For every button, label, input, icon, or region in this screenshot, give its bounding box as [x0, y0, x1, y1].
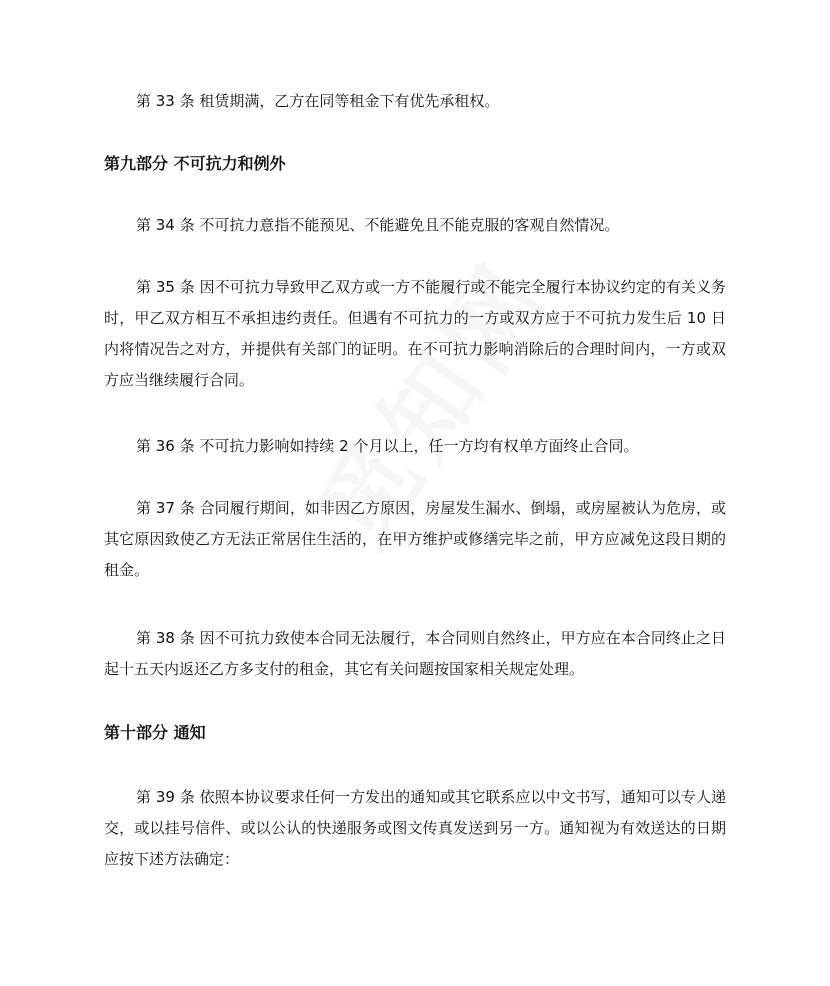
article-37: 第 37 条 合同履行期间，如非因乙方原因，房屋发生漏水、倒塌，或房屋被认为危房，或其它原因致使乙方无法正常居住生活的，在甲方维护或修缮完毕之前，甲方应减免这段日期的租金。 [104, 499, 726, 579]
article-38: 第 38 条 因不可抗力致使本合同无法履行，本合同则自然终止，甲方应在本合同终止之日起十五天内返还乙方多支付的租金，其它有关问题按国家相关规定处理。 [104, 629, 726, 678]
heading-part-9: 第九部分 不可抗力和例外 [104, 154, 286, 173]
article-35: 第 35 条 因不可抗力导致甲乙双方或一方不能履行或不能完全履行本协议约定的有关义务时，甲乙双方相互不承担违约责任。但遇有不可抗力的一方或双方应于不可抗力发生后 10 日内将情况告之对方，并提供有关部门的证明。在不可抗力影响消除后的合理时间内，一方或双方应当继续履行合同。 [104, 278, 726, 389]
heading-part-10: 第十部分 通知 [104, 723, 206, 742]
article-36: 第 36 条 不可抗力影响如持续 2 个月以上，任一方均有权单方面终止合同。 [136, 437, 639, 455]
article-34: 第 34 条 不可抗力意指不能预见、不能避免且不能克服的客观自然情况。 [136, 216, 620, 234]
article-39: 第 39 条 依照本协议要求任何一方发出的通知或其它联系应以中文书写，通知可以专人递交，或以挂号信件、或以公认的快递服务或图文传真发送到另一方。通知视为有效送达的日期应按下述方法确定： [104, 788, 726, 868]
article-33: 第 33 条 租赁期满，乙方在同等租金下有优先承租权。 [136, 92, 500, 110]
